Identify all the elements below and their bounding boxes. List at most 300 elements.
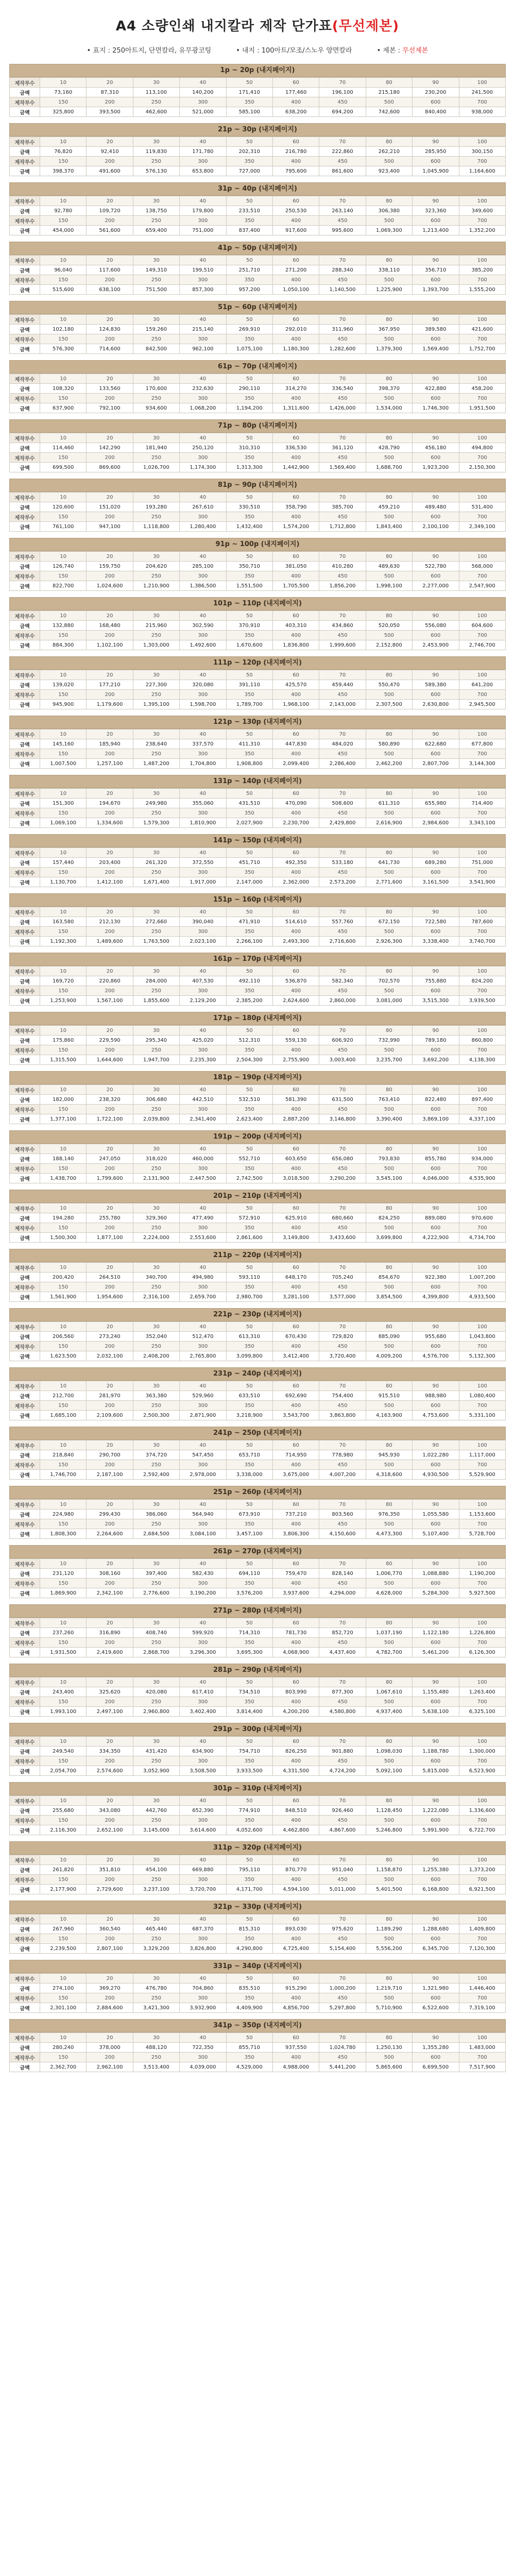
table-cell: 200	[87, 1519, 133, 1529]
table-cell: 2,147,000	[226, 877, 272, 887]
table-cell: 2,887,200	[272, 1114, 319, 1124]
table-cell: 50	[226, 907, 272, 917]
table-cell: 5,107,400	[413, 1529, 459, 1539]
table-cell: 700	[459, 690, 505, 700]
table-cell: 572,910	[226, 1213, 272, 1223]
table-cell: 600	[413, 1164, 459, 1174]
table-cell: 450	[319, 808, 366, 818]
table-cell: 673,910	[226, 1510, 272, 1519]
table-cell: 500	[366, 927, 412, 937]
table-cell: 40	[180, 78, 226, 88]
quantity-row	[10, 730, 506, 739]
table-cell: 500	[366, 512, 412, 522]
table-cell: 6,522,600	[413, 2003, 459, 2013]
table-cell: 300	[180, 2053, 226, 2062]
table-cell: 4,576,700	[413, 1351, 459, 1361]
table-cell: 10	[40, 78, 87, 88]
table-cell: 512,470	[180, 1332, 226, 1342]
table-cell: 40	[180, 374, 226, 384]
table-cell: 40	[180, 789, 226, 799]
table-cell: 40	[180, 1618, 226, 1628]
table-cell: 492,350	[272, 858, 319, 868]
quantity-row	[10, 256, 506, 265]
table-cell: 30	[133, 1204, 179, 1213]
table-cell: 729,820	[319, 1332, 366, 1342]
table-cell: 700	[459, 1638, 505, 1648]
table-cell: 350	[226, 690, 272, 700]
table-cell: 5,529,900	[459, 1470, 505, 1480]
table-cell: 2,980,700	[226, 1292, 272, 1302]
table-cell: 1,007,500	[40, 759, 87, 769]
table-cell: 400	[272, 1756, 319, 1766]
price-section	[9, 834, 506, 887]
price-row	[10, 88, 506, 97]
row-label: 제작부수	[10, 1756, 40, 1766]
table-cell: 1,561,900	[40, 1292, 87, 1302]
table-cell: 310,310	[226, 443, 272, 453]
table-cell: 454,000	[40, 226, 87, 235]
table-cell: 300	[180, 749, 226, 759]
table-cell: 600	[413, 1934, 459, 1944]
table-cell: 3,018,500	[272, 1174, 319, 1183]
table-cell: 400	[272, 1223, 319, 1233]
table-cell: 1,069,100	[40, 818, 87, 828]
quantity-row	[10, 78, 506, 88]
table-cell: 759,470	[272, 1569, 319, 1579]
table-cell: 4,007,200	[319, 1470, 366, 1480]
table-cell: 1,140,500	[319, 285, 366, 295]
table-cell: 3,675,000	[272, 1470, 319, 1480]
table-cell: 70	[319, 374, 366, 384]
table-cell: 50	[226, 611, 272, 621]
table-cell: 5,815,000	[413, 1766, 459, 1776]
table-cell: 181,940	[133, 443, 179, 453]
price-grid	[9, 433, 506, 472]
table-cell: 92,780	[40, 206, 87, 216]
table-cell: 1,067,610	[366, 1687, 412, 1697]
table-cell: 80	[366, 1144, 412, 1154]
table-cell: 400	[272, 1460, 319, 1470]
table-cell: 702,570	[366, 976, 412, 986]
table-cell: 145,160	[40, 739, 87, 749]
table-cell: 299,430	[87, 1510, 133, 1519]
table-cell: 500	[366, 157, 412, 166]
quantity-row	[10, 1697, 506, 1707]
table-cell: 1,122,180	[413, 1628, 459, 1638]
table-cell: 3,161,500	[413, 877, 459, 887]
price-section	[9, 1604, 506, 1657]
table-cell: 1,746,700	[40, 1470, 87, 1480]
section-title: 31p ~ 40p (내지페이지)	[9, 182, 506, 196]
table-cell: 450	[319, 453, 366, 463]
table-cell: 1,007,200	[459, 1273, 505, 1282]
table-cell: 2,962,100	[87, 2062, 133, 2072]
table-cell: 151,300	[40, 799, 87, 808]
table-cell: 60	[272, 1026, 319, 1036]
table-cell: 70	[319, 848, 366, 858]
table-cell: 2,684,500	[133, 1529, 179, 1539]
table-cell: 231,120	[40, 1569, 87, 1579]
table-cell: 80	[366, 493, 412, 502]
quantity-row	[10, 927, 506, 937]
table-cell: 500	[366, 1934, 412, 1944]
table-cell: 2,307,500	[366, 700, 412, 709]
table-cell: 70	[319, 1559, 366, 1569]
table-cell: 2,500,300	[133, 1411, 179, 1420]
table-cell: 80	[366, 1618, 412, 1628]
table-cell: 4,009,200	[366, 1351, 412, 1361]
table-cell: 884,300	[40, 640, 87, 650]
table-cell: 215,180	[366, 88, 412, 97]
table-cell: 30	[133, 78, 179, 88]
price-row	[10, 1529, 506, 1539]
table-cell: 50	[226, 1618, 272, 1628]
section-title: 271p ~ 280p (내지페이지)	[9, 1604, 506, 1618]
table-cell: 10	[40, 1322, 87, 1332]
table-cell: 300	[180, 1282, 226, 1292]
table-cell: 60	[272, 1618, 319, 1628]
table-cell: 250,120	[180, 443, 226, 453]
table-cell: 50	[226, 315, 272, 325]
row-label: 제작부수	[10, 256, 40, 265]
table-cell: 564,940	[180, 1510, 226, 1519]
section-title: 231p ~ 240p (내지페이지)	[9, 1367, 506, 1381]
table-cell: 508,600	[319, 799, 366, 808]
table-cell: 1,789,700	[226, 700, 272, 709]
table-cell: 300	[180, 1934, 226, 1944]
table-cell: 385,200	[459, 265, 505, 275]
section-title: 311p ~ 320p (내지페이지)	[9, 1841, 506, 1855]
table-cell: 700	[459, 2053, 505, 2062]
table-cell: 611,310	[366, 799, 412, 808]
table-cell: 10	[40, 374, 87, 384]
table-cell: 60	[272, 1085, 319, 1095]
table-cell: 1,746,300	[413, 403, 459, 413]
table-cell: 763,410	[366, 1095, 412, 1105]
table-cell: 200	[87, 1993, 133, 2003]
table-cell: 793,830	[366, 1154, 412, 1164]
table-cell: 182,000	[40, 1095, 87, 1105]
table-cell: 250	[133, 631, 179, 640]
table-cell: 30	[133, 1618, 179, 1628]
table-cell: 350	[226, 1164, 272, 1174]
table-cell: 80	[366, 2033, 412, 2043]
price-row	[10, 403, 506, 413]
table-cell: 70	[319, 1263, 366, 1273]
table-cell: 4,222,900	[413, 1233, 459, 1243]
table-cell: 700	[459, 334, 505, 344]
row-label: 금액	[10, 1174, 40, 1183]
table-cell: 1,303,000	[133, 640, 179, 650]
table-cell: 70	[319, 1677, 366, 1687]
table-cell: 10	[40, 611, 87, 621]
table-cell: 100	[459, 1322, 505, 1332]
table-cell: 3,720,400	[319, 1351, 366, 1361]
row-label: 제작부수	[10, 1816, 40, 1825]
table-cell: 652,390	[180, 1806, 226, 1816]
table-cell: 2,408,200	[133, 1351, 179, 1361]
table-cell: 398,370	[366, 384, 412, 394]
table-cell: 337,570	[180, 739, 226, 749]
table-cell: 450	[319, 1105, 366, 1114]
row-label: 금액	[10, 581, 40, 591]
table-cell: 6,722,700	[459, 1825, 505, 1835]
quantity-row	[10, 394, 506, 403]
table-cell: 90	[413, 1618, 459, 1628]
table-cell: 40	[180, 1914, 226, 1924]
quantity-row	[10, 986, 506, 996]
table-cell: 150	[40, 631, 87, 640]
table-cell: 70	[319, 137, 366, 147]
table-cell: 10	[40, 137, 87, 147]
table-cell: 484,020	[319, 739, 366, 749]
price-grid	[9, 551, 506, 591]
row-label: 금액	[10, 1450, 40, 1460]
table-cell: 488,120	[133, 2043, 179, 2053]
table-cell: 10	[40, 789, 87, 799]
table-cell: 3,939,500	[459, 996, 505, 1006]
row-label: 제작부수	[10, 631, 40, 640]
table-cell: 40	[180, 1500, 226, 1510]
table-cell: 20	[87, 1974, 133, 1984]
section-title: 61p ~ 70p (내지페이지)	[9, 360, 506, 374]
table-cell: 3,402,400	[180, 1707, 226, 1717]
table-cell: 400	[272, 1519, 319, 1529]
price-grid	[9, 1973, 506, 2013]
table-cell: 40	[180, 1026, 226, 1036]
price-row	[10, 384, 506, 394]
table-cell: 532,510	[226, 1095, 272, 1105]
table-cell: 4,200,200	[272, 1707, 319, 1717]
table-cell: 351,810	[87, 1865, 133, 1875]
row-label: 제작부수	[10, 868, 40, 877]
row-label: 제작부수	[10, 493, 40, 502]
table-cell: 40	[180, 1381, 226, 1391]
table-cell: 2,109,600	[87, 1411, 133, 1420]
table-cell: 536,870	[272, 976, 319, 986]
row-label: 금액	[10, 1114, 40, 1124]
row-label: 금액	[10, 265, 40, 275]
row-label: 제작부수	[10, 552, 40, 562]
row-label: 제작부수	[10, 1026, 40, 1036]
table-cell: 1,685,100	[40, 1411, 87, 1420]
table-cell: 582,340	[319, 976, 366, 986]
table-cell: 600	[413, 275, 459, 285]
table-cell: 637,900	[40, 403, 87, 413]
table-cell: 670,430	[272, 1332, 319, 1342]
table-cell: 653,800	[180, 166, 226, 176]
table-cell: 350	[226, 453, 272, 463]
table-cell: 350	[226, 97, 272, 107]
table-cell: 1,180,300	[272, 344, 319, 354]
row-label: 제작부수	[10, 670, 40, 680]
price-row	[10, 325, 506, 334]
section-title: 101p ~ 110p (내지페이지)	[9, 597, 506, 611]
table-cell: 70	[319, 256, 366, 265]
table-cell: 4,725,400	[272, 1944, 319, 1954]
table-cell: 250	[133, 1519, 179, 1529]
table-cell: 2,659,700	[180, 1292, 226, 1302]
table-cell: 923,400	[366, 166, 412, 176]
price-section	[9, 597, 506, 650]
table-cell: 492,110	[226, 976, 272, 986]
price-section	[9, 419, 506, 472]
row-label: 제작부수	[10, 453, 40, 463]
table-cell: 4,580,800	[319, 1707, 366, 1717]
table-cell: 50	[226, 1085, 272, 1095]
table-cell: 159,260	[133, 325, 179, 334]
quantity-row	[10, 1796, 506, 1806]
table-cell: 3,543,700	[272, 1411, 319, 1420]
table-cell: 70	[319, 1322, 366, 1332]
table-cell: 350	[226, 2053, 272, 2062]
table-cell: 454,100	[133, 1865, 179, 1875]
table-cell: 1,908,800	[226, 759, 272, 769]
table-cell: 751,000	[180, 226, 226, 235]
table-cell: 70	[319, 1381, 366, 1391]
table-cell: 634,900	[180, 1747, 226, 1756]
row-label: 금액	[10, 818, 40, 828]
row-label: 제작부수	[10, 749, 40, 759]
price-section	[9, 1841, 506, 1894]
price-row	[10, 1273, 506, 1282]
table-cell: 500	[366, 1045, 412, 1055]
table-cell: 3,692,200	[413, 1055, 459, 1065]
row-label: 제작부수	[10, 1223, 40, 1233]
table-cell: 241,500	[459, 88, 505, 97]
table-cell: 692,690	[272, 1391, 319, 1401]
table-cell: 20	[87, 196, 133, 206]
table-cell: 732,990	[366, 1036, 412, 1045]
row-label: 금액	[10, 1470, 40, 1480]
table-cell: 50	[226, 1440, 272, 1450]
table-cell: 514,610	[272, 917, 319, 927]
table-cell: 2,926,300	[366, 937, 412, 946]
table-cell: 10	[40, 1263, 87, 1273]
table-cell: 168,480	[87, 621, 133, 631]
table-cell: 50	[226, 493, 272, 502]
table-cell: 363,380	[133, 1391, 179, 1401]
table-cell: 988,980	[413, 1391, 459, 1401]
table-cell: 30	[133, 2033, 179, 2043]
table-cell: 3,281,100	[272, 1292, 319, 1302]
table-cell: 391,110	[226, 680, 272, 690]
table-cell: 2,547,900	[459, 581, 505, 591]
table-cell: 300	[180, 571, 226, 581]
table-cell: 6,699,500	[413, 2062, 459, 2072]
table-cell: 700	[459, 1875, 505, 1885]
table-cell: 3,421,300	[133, 2003, 179, 2013]
table-cell: 450	[319, 1282, 366, 1292]
table-cell: 3,329,200	[133, 1944, 179, 1954]
section-title: 151p ~ 160p (내지페이지)	[9, 893, 506, 907]
table-cell: 653,710	[226, 1450, 272, 1460]
table-cell: 150	[40, 1164, 87, 1174]
table-cell: 400	[272, 571, 319, 581]
table-cell: 90	[413, 967, 459, 976]
table-cell: 855,780	[413, 1154, 459, 1164]
table-cell: 300	[180, 986, 226, 996]
table-cell: 2,447,500	[180, 1174, 226, 1183]
quantity-row	[10, 157, 506, 166]
table-cell: 40	[180, 1796, 226, 1806]
table-cell: 737,210	[272, 1510, 319, 1519]
row-label: 제작부수	[10, 1579, 40, 1588]
price-row	[10, 1036, 506, 1045]
table-cell: 30	[133, 1500, 179, 1510]
price-section	[9, 123, 506, 176]
price-section	[9, 1782, 506, 1835]
table-cell: 90	[413, 670, 459, 680]
table-cell: 1,219,710	[366, 1984, 412, 1993]
section-title: 241p ~ 250p (내지페이지)	[9, 1427, 506, 1440]
table-cell: 50	[226, 1737, 272, 1747]
table-cell: 1,579,300	[133, 818, 179, 828]
table-cell: 522,780	[413, 562, 459, 571]
table-cell: 655,980	[413, 799, 459, 808]
table-cell: 4,068,900	[272, 1648, 319, 1657]
table-cell: 815,310	[226, 1924, 272, 1934]
price-row	[10, 562, 506, 571]
table-cell: 1,311,600	[272, 403, 319, 413]
table-cell: 2,362,700	[40, 2062, 87, 2072]
quantity-row	[10, 1756, 506, 1766]
table-cell: 700	[459, 1579, 505, 1588]
table-cell: 350	[226, 1875, 272, 1885]
table-cell: 150	[40, 1401, 87, 1411]
table-cell: 300	[180, 334, 226, 344]
table-cell: 150	[40, 1223, 87, 1233]
table-cell: 714,600	[87, 344, 133, 354]
table-cell: 599,920	[180, 1628, 226, 1638]
table-cell: 350	[226, 275, 272, 285]
section-title: 71p ~ 80p (내지페이지)	[9, 419, 506, 433]
table-cell: 308,160	[87, 1569, 133, 1579]
table-cell: 50	[226, 137, 272, 147]
price-grid	[9, 907, 506, 946]
table-cell: 840,400	[413, 107, 459, 117]
row-label: 금액	[10, 147, 40, 157]
table-cell: 200	[87, 690, 133, 700]
table-cell: 30	[133, 493, 179, 502]
table-cell: 262,210	[366, 147, 412, 157]
table-cell: 600	[413, 216, 459, 226]
table-cell: 40	[180, 2033, 226, 2043]
section-title: 191p ~ 200p (내지페이지)	[9, 1130, 506, 1144]
table-cell: 2,616,900	[366, 818, 412, 828]
table-cell: 200	[87, 1756, 133, 1766]
table-cell: 100	[459, 374, 505, 384]
table-cell: 1,386,500	[180, 581, 226, 591]
table-cell: 700	[459, 986, 505, 996]
table-cell: 90	[413, 1263, 459, 1273]
table-cell: 378,000	[87, 2043, 133, 2053]
table-cell: 200,420	[40, 1273, 87, 1282]
table-cell: 350	[226, 394, 272, 403]
table-cell: 30	[133, 670, 179, 680]
table-cell: 1,569,400	[319, 463, 366, 472]
table-cell: 200	[87, 986, 133, 996]
price-grid	[9, 1144, 506, 1183]
table-cell: 386,060	[133, 1510, 179, 1519]
table-cell: 2,341,400	[180, 1114, 226, 1124]
table-cell: 100	[459, 1381, 505, 1391]
table-cell: 2,131,900	[133, 1174, 179, 1183]
table-cell: 4,937,400	[366, 1707, 412, 1717]
table-cell: 70	[319, 552, 366, 562]
table-cell: 2,301,100	[40, 2003, 87, 2013]
table-cell: 6,523,900	[459, 1766, 505, 1776]
